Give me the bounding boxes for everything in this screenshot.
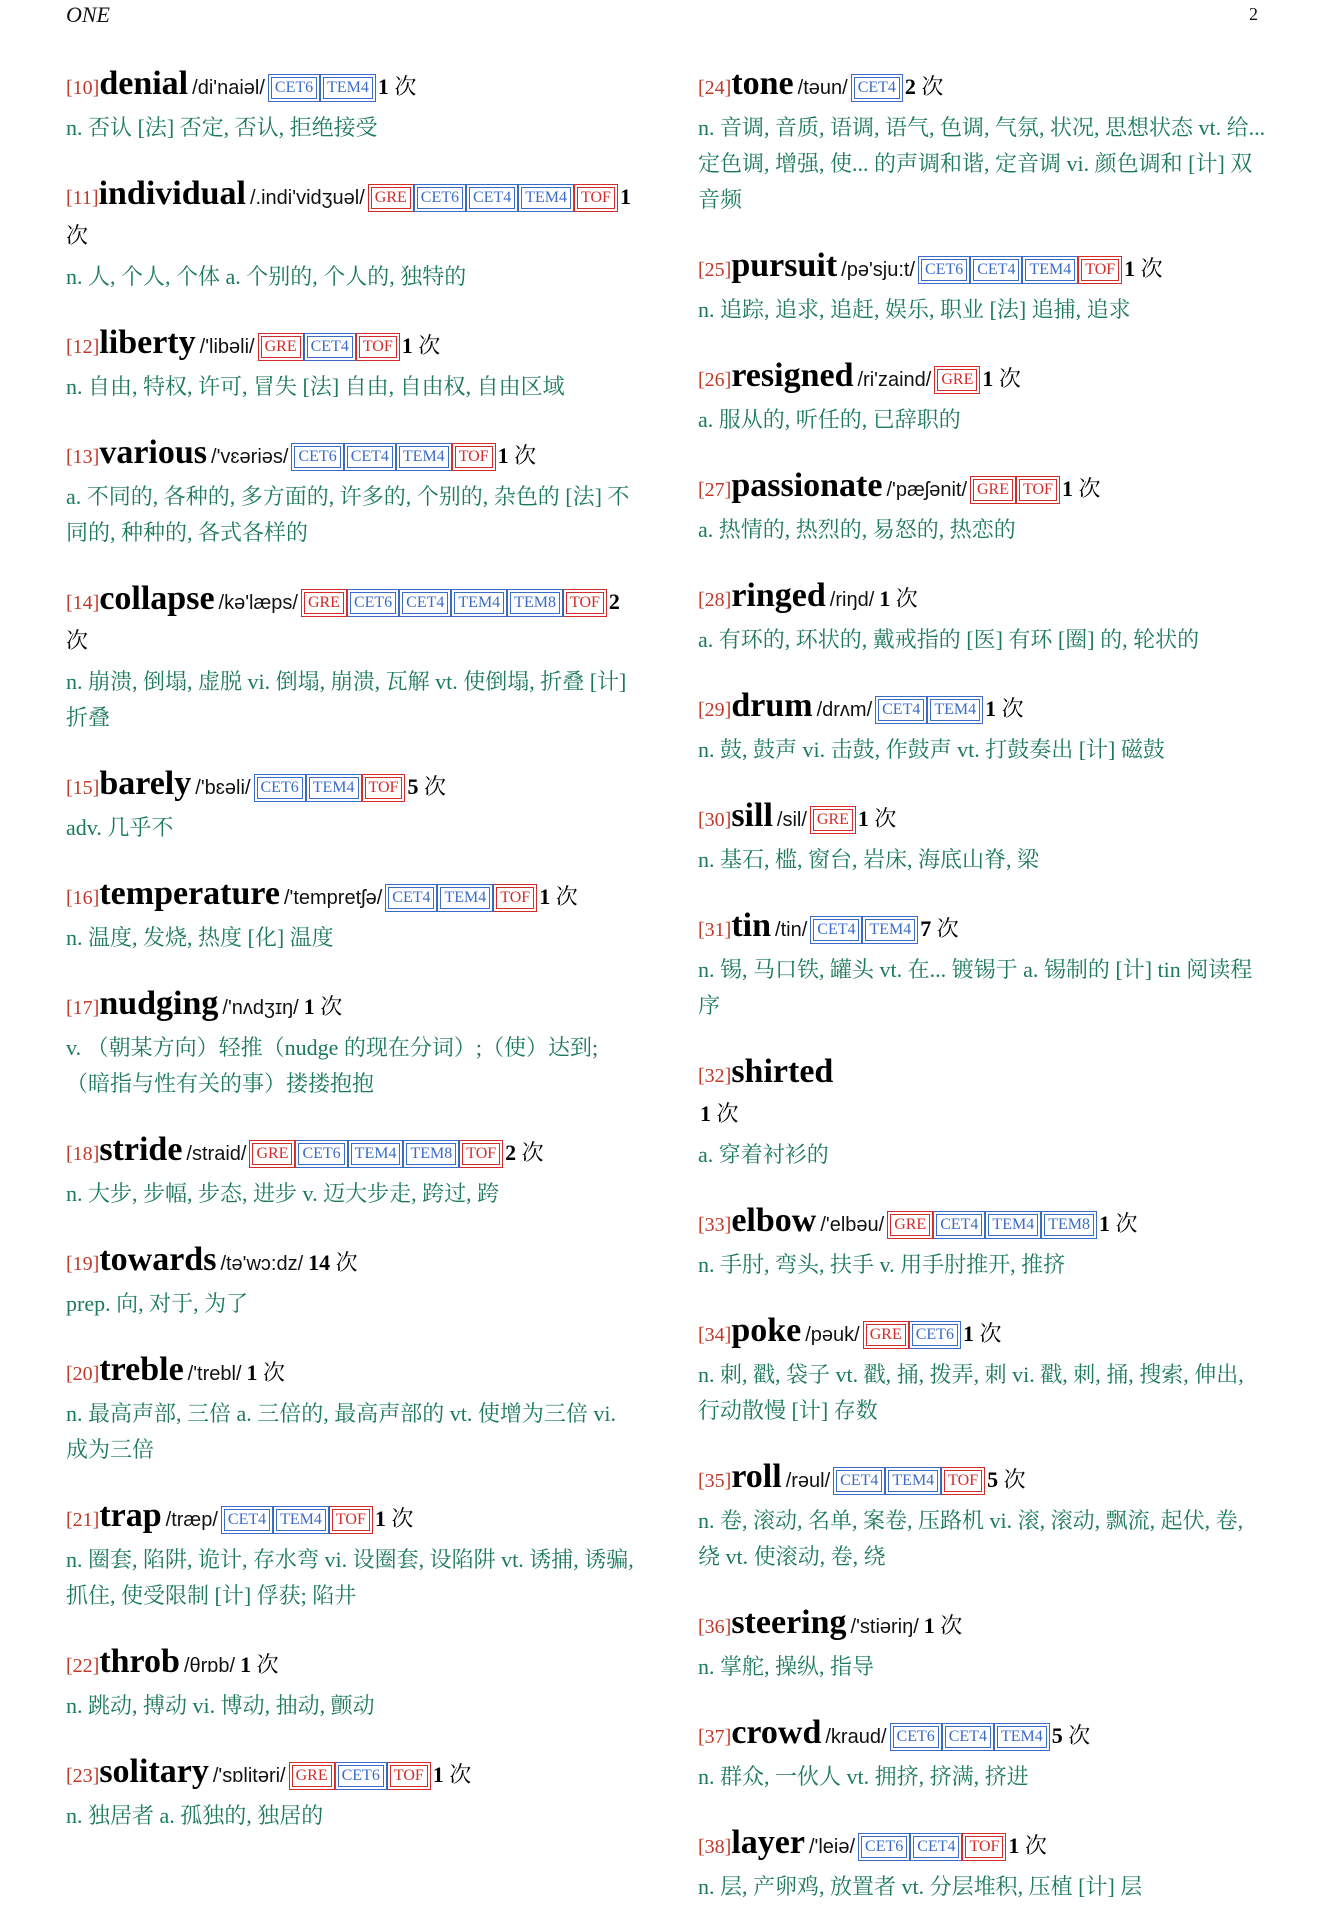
headword: tin — [731, 907, 772, 944]
definition: n. 圈套, 陷阱, 诡计, 存水弯 vi. 设圈套, 设陷阱 vt. 诱捕, 诱骗, 抓住, 使受限制 [计] 俘获; 陷井 — [66, 1547, 634, 1608]
entry-number: [36] — [698, 1616, 732, 1638]
exam-tag: TOF — [566, 592, 604, 614]
entry-headline — [66, 876, 638, 918]
entry-number: [10] — [66, 77, 100, 99]
word-entry — [698, 578, 1270, 658]
occurrence-count: 7 次 — [920, 916, 959, 941]
headword: denial — [99, 65, 189, 102]
exam-tag: TOF — [1019, 479, 1057, 501]
phonetic: /'sɒlitəri/ — [212, 1765, 286, 1787]
headword: solitary — [99, 1753, 209, 1790]
exam-tag: CET6 — [294, 446, 340, 468]
definition: n. 人, 个人, 个体 a. 个别的, 个人的, 独特的 — [66, 264, 467, 289]
headword: steering — [731, 1604, 847, 1641]
phonetic: /'nʌdʒɪŋ/ — [222, 997, 299, 1019]
exam-tag: CET4 — [854, 77, 900, 99]
exam-tag: TEM4 — [930, 699, 980, 721]
occurrence-count: 1 次 — [923, 1613, 963, 1638]
exam-tag: TEM4 — [309, 777, 359, 799]
page-number: 2 — [1249, 4, 1258, 24]
occurrence-count: 14 次 — [308, 1250, 358, 1275]
occurrence-count: 1 次 — [432, 1762, 472, 1787]
exam-tag: TOF — [965, 1836, 1003, 1858]
word-entry — [66, 1132, 638, 1212]
entry-headline — [698, 468, 1270, 510]
word-entry — [698, 1313, 1270, 1429]
exam-tag: CET4 — [945, 1726, 991, 1748]
headword: ringed — [731, 577, 826, 614]
exam-tag: CET4 — [224, 1509, 270, 1531]
word-entry — [66, 325, 638, 405]
exam-tag: TOF — [944, 1470, 982, 1492]
headword: tone — [731, 65, 794, 102]
entry-number: [19] — [66, 1253, 100, 1275]
entry-number: [33] — [698, 1214, 732, 1236]
exam-tag: CET4 — [936, 1214, 982, 1236]
entry-number: [12] — [66, 336, 100, 358]
headword: layer — [731, 1824, 805, 1861]
definition: a. 穿着衬衫的 — [698, 1142, 829, 1167]
exam-tag: TEM4 — [865, 919, 915, 941]
word-entry — [66, 986, 638, 1102]
headword: throb — [99, 1643, 180, 1680]
entry-headline — [698, 1715, 1270, 1757]
word-entry — [66, 581, 638, 736]
entry-headline — [698, 1203, 1270, 1245]
entry-headline — [66, 986, 638, 1028]
entry-headline — [698, 688, 1270, 730]
entry-number: [25] — [698, 259, 732, 281]
occurrence-count: 1 次 — [401, 333, 441, 358]
exam-tag: TOF — [390, 1765, 428, 1787]
exam-tag: CET6 — [257, 777, 303, 799]
entry-number: [18] — [66, 1143, 100, 1165]
definition: n. 掌舵, 操纵, 指导 — [698, 1654, 875, 1679]
headword: resigned — [731, 357, 854, 394]
entry-number: [38] — [698, 1836, 732, 1858]
entry-headline — [698, 1825, 1270, 1867]
definition: a. 有环的, 环状的, 戴戒指的 [医] 有环 [圈] 的, 轮状的 — [698, 627, 1200, 652]
definition: n. 温度, 发烧, 热度 [化] 温度 — [66, 925, 334, 950]
definition: n. 层, 产卵鸡, 放置者 vt. 分层堆积, 压植 [计] 层 — [698, 1874, 1143, 1899]
occurrence-count: 1 次 — [985, 696, 1024, 721]
entry-headline — [66, 581, 638, 662]
exam-tag: TOF — [577, 187, 615, 209]
exam-tag: CET4 — [307, 336, 353, 358]
right-column — [698, 66, 1270, 1905]
definition: n. 追踪, 追求, 追赶, 娱乐, 职业 [法] 追捕, 追求 — [698, 297, 1131, 322]
exam-tag: CET4 — [878, 699, 924, 721]
exam-tag: CET4 — [347, 446, 393, 468]
exam-tag: TEM4 — [454, 592, 504, 614]
definition: n. 音调, 音质, 语调, 语气, 色调, 气氛, 状况, 思想状态 vt. 给... 定色调, 增强, 使... 的声调和谐, 定音调 vi. 颜色调和 [计] 双音频 — [698, 115, 1266, 212]
exam-tag: TOF — [332, 1509, 370, 1531]
definition: n. 自由, 特权, 许可, 冒失 [法] 自由, 自由权, 自由区域 — [66, 374, 565, 399]
exam-tag: GRE — [304, 592, 344, 614]
entry-headline — [66, 176, 638, 257]
occurrence-count: 5 次 — [987, 1467, 1026, 1492]
definition: n. 手肘, 弯头, 扶手 v. 用手肘推开, 推挤 — [698, 1252, 1066, 1277]
occurrence-count: 2 次 — [904, 74, 944, 99]
word-entry — [66, 176, 638, 295]
phonetic: /sil/ — [776, 809, 807, 831]
exam-tag: TEM4 — [521, 187, 571, 209]
entry-headline — [66, 1498, 638, 1540]
headword: pursuit — [731, 247, 838, 284]
occurrence-count: 1 次 — [374, 1506, 414, 1531]
headword: shirted — [731, 1053, 834, 1090]
phonetic: /θrɒb/ — [183, 1655, 236, 1677]
exam-tag: CET4 — [388, 887, 434, 909]
exam-tag: TEM4 — [888, 1470, 938, 1492]
phonetic: /di'naiəl/ — [192, 77, 265, 99]
entry-headline — [698, 66, 1270, 108]
exam-tag: GRE — [261, 336, 301, 358]
occurrence-count: 2 次 — [66, 589, 620, 653]
phonetic: /'libəli/ — [199, 336, 255, 358]
word-entry — [66, 1352, 638, 1468]
phonetic: /straid/ — [186, 1143, 247, 1165]
occurrence-count: 5 次 — [407, 774, 446, 799]
occurrence-count: 1 次 — [1098, 1211, 1138, 1236]
definition: n. 崩溃, 倒塌, 虚脱 vi. 倒塌, 崩溃, 瓦解 vt. 使倒塌, 折叠 [计] 折叠 — [66, 669, 627, 730]
exam-tag: CET6 — [417, 187, 463, 209]
definition: n. 跳动, 搏动 vi. 博动, 抽动, 颤动 — [66, 1693, 375, 1718]
phonetic: /drʌm/ — [816, 699, 873, 721]
headword: towards — [99, 1241, 217, 1278]
definition: n. 最高声部, 三倍 a. 三倍的, 最高声部的 vt. 使增为三倍 vi. 成为三倍 — [66, 1401, 616, 1462]
entry-number: [17] — [66, 997, 100, 1019]
headword: collapse — [99, 580, 215, 617]
entry-headline — [698, 358, 1270, 400]
headword: individual — [98, 175, 246, 212]
entry-headline — [66, 1352, 638, 1394]
occurrence-count: 1 次 — [377, 74, 417, 99]
exam-tag: CET6 — [912, 1324, 958, 1346]
occurrence-count: 1 次 — [303, 994, 343, 1019]
exam-tag: TEM4 — [351, 1143, 401, 1165]
word-entry — [698, 358, 1270, 438]
occurrence-count: 1 次 — [240, 1652, 279, 1677]
word-entry — [66, 1498, 638, 1614]
exam-tag: TOF — [365, 777, 403, 799]
headword: poke — [731, 1312, 802, 1349]
occurrence-count: 1 次 — [700, 1101, 739, 1126]
entry-headline — [698, 1605, 1270, 1647]
word-entry — [698, 468, 1270, 548]
headword: roll — [731, 1458, 782, 1495]
headword: crowd — [731, 1714, 822, 1751]
entry-number: [23] — [66, 1765, 100, 1787]
exam-tag: CET4 — [973, 259, 1019, 281]
headword: passionate — [731, 467, 883, 504]
phonetic: /træp/ — [165, 1509, 218, 1531]
occurrence-count: 1 次 — [962, 1321, 1002, 1346]
phonetic: /'elbəu/ — [820, 1214, 885, 1236]
word-entry — [66, 435, 638, 551]
definition: adv. 几乎不 — [66, 815, 174, 840]
occurrence-count: 1 次 — [497, 443, 537, 468]
word-entry — [698, 1459, 1270, 1575]
word-entry — [698, 1054, 1270, 1173]
definition: n. 独居者 a. 孤独的, 独居的 — [66, 1803, 324, 1828]
occurrence-count: 1 次 — [539, 884, 578, 909]
headword: various — [99, 434, 208, 471]
occurrence-count: 1 次 — [1061, 476, 1101, 501]
exam-tag: TEM4 — [997, 1726, 1047, 1748]
headword: temperature — [99, 875, 280, 912]
phonetic: /tin/ — [775, 919, 808, 941]
entry-number: [24] — [698, 77, 732, 99]
exam-tag: CET6 — [861, 1836, 907, 1858]
exam-tag: GRE — [866, 1324, 906, 1346]
entry-headline — [698, 1313, 1270, 1355]
entry-number: [31] — [698, 919, 732, 941]
entry-headline — [698, 248, 1270, 290]
phonetic: /riŋd/ — [829, 589, 875, 611]
entry-number: [26] — [698, 369, 732, 391]
entry-headline — [66, 435, 638, 477]
definition: a. 不同的, 各种的, 多方面的, 许多的, 个别的, 杂色的 [法] 不同的, 种种的, 各式各样的 — [66, 484, 630, 545]
exam-tag: CET6 — [298, 1143, 344, 1165]
entry-headline — [698, 1054, 1270, 1135]
exam-tag: TEM4 — [440, 887, 490, 909]
word-entry — [698, 688, 1270, 768]
occurrence-count: 1 次 — [1124, 256, 1163, 281]
phonetic: /pəuk/ — [805, 1324, 860, 1346]
entry-number: [32] — [698, 1065, 732, 1087]
headword: elbow — [731, 1202, 817, 1239]
occurrence-count: 1 次 — [857, 806, 897, 831]
left-column — [66, 66, 638, 1834]
phonetic: /rəul/ — [785, 1470, 831, 1492]
definition: n. 否认 [法] 否定, 否认, 拒绝接受 — [66, 115, 378, 140]
word-entry — [698, 1605, 1270, 1685]
exam-tag: CET4 — [469, 187, 515, 209]
entry-headline — [66, 66, 638, 108]
exam-tag: TEM4 — [323, 77, 373, 99]
exam-tag: TOF — [496, 887, 534, 909]
exam-tag: GRE — [292, 1765, 332, 1787]
exam-tag: TOF — [359, 336, 397, 358]
entry-number: [28] — [698, 589, 732, 611]
exam-tag: GRE — [371, 187, 411, 209]
phonetic: /'bɛəli/ — [195, 777, 251, 799]
word-entry — [66, 766, 638, 846]
word-entry — [698, 908, 1270, 1024]
headword: nudging — [99, 985, 219, 1022]
exam-tag: CET4 — [402, 592, 448, 614]
phonetic: /'tempretʃə/ — [283, 887, 383, 909]
entry-number: [20] — [66, 1363, 100, 1385]
exam-tag: GRE — [890, 1214, 930, 1236]
occurrence-count: 1 次 — [66, 184, 631, 248]
entry-number: [22] — [66, 1655, 100, 1677]
entry-number: [34] — [698, 1324, 732, 1346]
exam-tag: TEM8 — [510, 592, 560, 614]
phonetic: /pə'sju:t/ — [841, 259, 916, 281]
exam-tag: TEM4 — [399, 446, 449, 468]
entry-headline — [66, 1242, 638, 1284]
definition: n. 锡, 马口铁, 罐头 vt. 在... 镀锡于 a. 锡制的 [计] tin 阅读程序 — [698, 957, 1253, 1018]
definition: n. 鼓, 鼓声 vi. 击鼓, 作鼓声 vt. 打鼓奏出 [计] 磁鼓 — [698, 737, 1165, 762]
occurrence-count: 1 次 — [982, 366, 1021, 391]
exam-tag: GRE — [937, 369, 977, 391]
phonetic: /tə'wɔ:dz/ — [220, 1253, 304, 1275]
exam-tag: CET4 — [836, 1470, 882, 1492]
entry-headline — [698, 1459, 1270, 1501]
definition: a. 服从的, 听任的, 已辞职的 — [698, 407, 961, 432]
entry-headline — [66, 766, 638, 808]
definition: n. 大步, 步幅, 步态, 进步 v. 迈大步走, 跨过, 跨 — [66, 1181, 500, 1206]
phonetic: /kə'læps/ — [218, 592, 298, 614]
exam-tag: TEM4 — [1025, 259, 1075, 281]
exam-tag: CET4 — [813, 919, 859, 941]
exam-tag: TOF — [1081, 259, 1119, 281]
phonetic: /təun/ — [797, 77, 848, 99]
phonetic: /kraud/ — [825, 1726, 887, 1748]
definition: prep. 向, 对于, 为了 — [66, 1291, 249, 1316]
word-entry — [66, 66, 638, 146]
exam-tag: CET6 — [350, 592, 396, 614]
definition: n. 群众, 一伙人 vt. 拥挤, 挤满, 挤进 — [698, 1764, 1029, 1789]
phonetic: /.indi'vidʒuəl/ — [250, 187, 365, 209]
headword: liberty — [99, 324, 196, 361]
entry-number: [16] — [66, 887, 100, 909]
exam-tag: TEM4 — [276, 1509, 326, 1531]
word-entry — [698, 798, 1270, 878]
word-entry — [698, 1203, 1270, 1283]
exam-tag: CET4 — [913, 1836, 959, 1858]
entry-number: [14] — [66, 592, 100, 614]
entry-number: [13] — [66, 446, 100, 468]
headword: sill — [731, 797, 773, 834]
word-entry — [66, 1754, 638, 1834]
word-entry — [66, 1242, 638, 1322]
phonetic: /'pæʃənit/ — [886, 479, 967, 501]
entry-headline — [66, 1132, 638, 1174]
entry-number: [11] — [66, 187, 99, 209]
word-entry — [66, 876, 638, 956]
exam-tag: TEM8 — [1044, 1214, 1094, 1236]
headword: treble — [99, 1351, 184, 1388]
headword: stride — [99, 1131, 183, 1168]
exam-tag: TOF — [462, 1143, 500, 1165]
headword: trap — [99, 1497, 162, 1534]
entry-headline — [698, 908, 1270, 950]
entry-headline — [66, 325, 638, 367]
word-entry — [66, 1644, 638, 1724]
entry-number: [30] — [698, 809, 732, 831]
phonetic: /'stiəriŋ/ — [850, 1616, 919, 1638]
definition: n. 基石, 槛, 窗台, 岩床, 海底山脊, 梁 — [698, 847, 1040, 872]
definition: a. 热情的, 热烈的, 易怒的, 热恋的 — [698, 517, 1016, 542]
word-entry — [698, 66, 1270, 218]
occurrence-count: 2 次 — [505, 1140, 544, 1165]
entry-number: [35] — [698, 1470, 732, 1492]
definition: n. 刺, 戳, 袋子 vt. 戳, 捅, 拨弄, 刺 vi. 戳, 刺, 捅, 搜索, 伸出, 行动散慢 [计] 存数 — [698, 1362, 1244, 1423]
occurrence-count: 1 次 — [879, 586, 918, 611]
exam-tag: CET6 — [338, 1765, 384, 1787]
exam-tag: GRE — [813, 809, 853, 831]
headword: barely — [99, 765, 192, 802]
phonetic: /ri'zaind/ — [857, 369, 932, 391]
definition: n. 卷, 滚动, 名单, 案卷, 压路机 vi. 滚, 滚动, 飘流, 起伏, 卷, 绕 vt. 使滚动, 卷, 绕 — [698, 1508, 1244, 1569]
exam-tag: GRE — [252, 1143, 292, 1165]
entry-number: [37] — [698, 1726, 732, 1748]
headword: drum — [731, 687, 813, 724]
entry-headline — [698, 578, 1270, 620]
exam-tag: CET6 — [271, 77, 317, 99]
entry-headline — [698, 798, 1270, 840]
exam-tag: CET6 — [893, 1726, 939, 1748]
word-entry — [698, 248, 1270, 328]
exam-tag: GRE — [973, 479, 1013, 501]
entry-headline — [66, 1754, 638, 1796]
occurrence-count: 1 次 — [1008, 1833, 1047, 1858]
definition: v. （朝某方向）轻推（nudge 的现在分词）;（使）达到;（暗指与性有关的事）搂搂抱抱 — [66, 1035, 599, 1096]
exam-tag: TEM4 — [988, 1214, 1038, 1236]
entry-headline — [66, 1644, 638, 1686]
word-entry — [698, 1825, 1270, 1905]
entry-number: [15] — [66, 777, 100, 799]
entry-number: [27] — [698, 479, 732, 501]
entry-number: [21] — [66, 1509, 100, 1531]
chapter-header: ONE — [66, 2, 110, 27]
exam-tag: CET6 — [921, 259, 967, 281]
exam-tag: TEM8 — [406, 1143, 456, 1165]
word-entry — [698, 1715, 1270, 1795]
entry-number: [29] — [698, 699, 732, 721]
phonetic: /'vɛəriəs/ — [211, 446, 289, 468]
occurrence-count: 1 次 — [246, 1360, 286, 1385]
exam-tag: TOF — [455, 446, 493, 468]
occurrence-count: 5 次 — [1051, 1723, 1091, 1748]
phonetic: /'trebl/ — [187, 1363, 242, 1385]
phonetic: /'leiə/ — [808, 1836, 856, 1858]
